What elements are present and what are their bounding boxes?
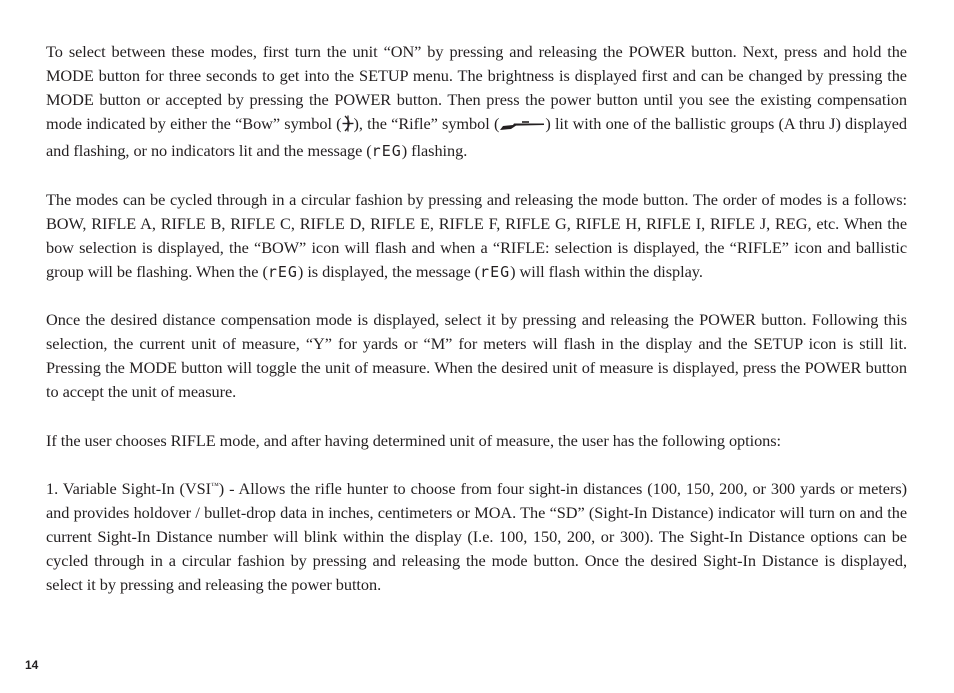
text-segment: ) will flash within the display. [510, 261, 703, 281]
paragraph-unit-of-measure: Once the desired distance compensation mode is displayed, select it by pressing and releasing the POWER button. Following this selection, the current unit of measure, “Y” for yards or “M” for meters will flash in the display and the SETUP icon is still lit. Pressing the MODE button will toggle the unit of measure. When the desired unit of measure is displayed, press the POWER button to accept the unit of measure. [46, 310, 907, 402]
page-body [46, 40, 907, 597]
text-segment: ) - Allows the rifle hunter to choose from four sight-in distances (100, 150, 200, or 300 yards or meters) and provides holdover / bullet-drop data in inches, centimeters or MOA. The “SD” (Sight-In Distance) indicator will turn on and the current Sight-In Distance number will blink within the display (I.e. 100, 150, 200, or 300). The Sight-In Distance options can be cycled through in a circular fashion by pressing and releasing the mode button. Once the desired Sight-In Distance is displayed, select it by pressing and releasing the power button. [46, 478, 907, 595]
reg-display-message: rEG [371, 142, 402, 161]
paragraph-rifle-options: If the user chooses RIFLE mode, and after having determined unit of measure, the user has the following options: [46, 430, 782, 450]
page-number: 14 [25, 658, 39, 672]
text-segment: ) is displayed, the message ( [297, 261, 481, 281]
text-segment: To select between these modes, first turn the unit “ON” by pressing and releasing the POWER button. Next, press and hold the MODE button for three seconds to get into the SETUP menu. The brightness is displayed first and can be changed by pressing the MODE button or accepted by pressing the POWER button. Then press the power button until you see the existing compensation mode indicated by either the “Bow” symbol ( [46, 42, 907, 134]
text-segment: ), the “Rifle” symbol ( [353, 114, 500, 134]
paragraph-mode-cycling [46, 188, 907, 284]
paragraph-mode-selection [46, 40, 907, 163]
trademark-symbol: ™ [210, 480, 219, 490]
text-segment: 1. Variable Sight-In (VSI [46, 478, 211, 498]
reg-display-message: rEG [480, 262, 511, 281]
text-segment: ) flashing. [401, 141, 468, 161]
reg-display-message: rEG [267, 262, 298, 281]
text-segment: ) lit with one of the ballistic groups (A thru J) displayed and flashing, or no indicators lit and the message ( [46, 114, 908, 161]
rifle-icon [499, 115, 545, 139]
paragraph-variable-sight-in [46, 477, 907, 597]
text-segment: The modes can be cycled through in a circular fashion by pressing and releasing the mode button. The order of modes is a follows: BOW, RIFLE A, RIFLE B, RIFLE C, RIFLE D, RIFLE E, RIFLE F, RIFLE G, RIFLE H, RIFLE I, RIFLE J, REG, etc. When the bow selection is displayed, the “BOW” icon will flash and when a “RIFLE: selection is displayed, the “RIFLE” icon and ballistic group will be flashing. When the ( [46, 189, 907, 281]
bow-icon [342, 115, 354, 139]
